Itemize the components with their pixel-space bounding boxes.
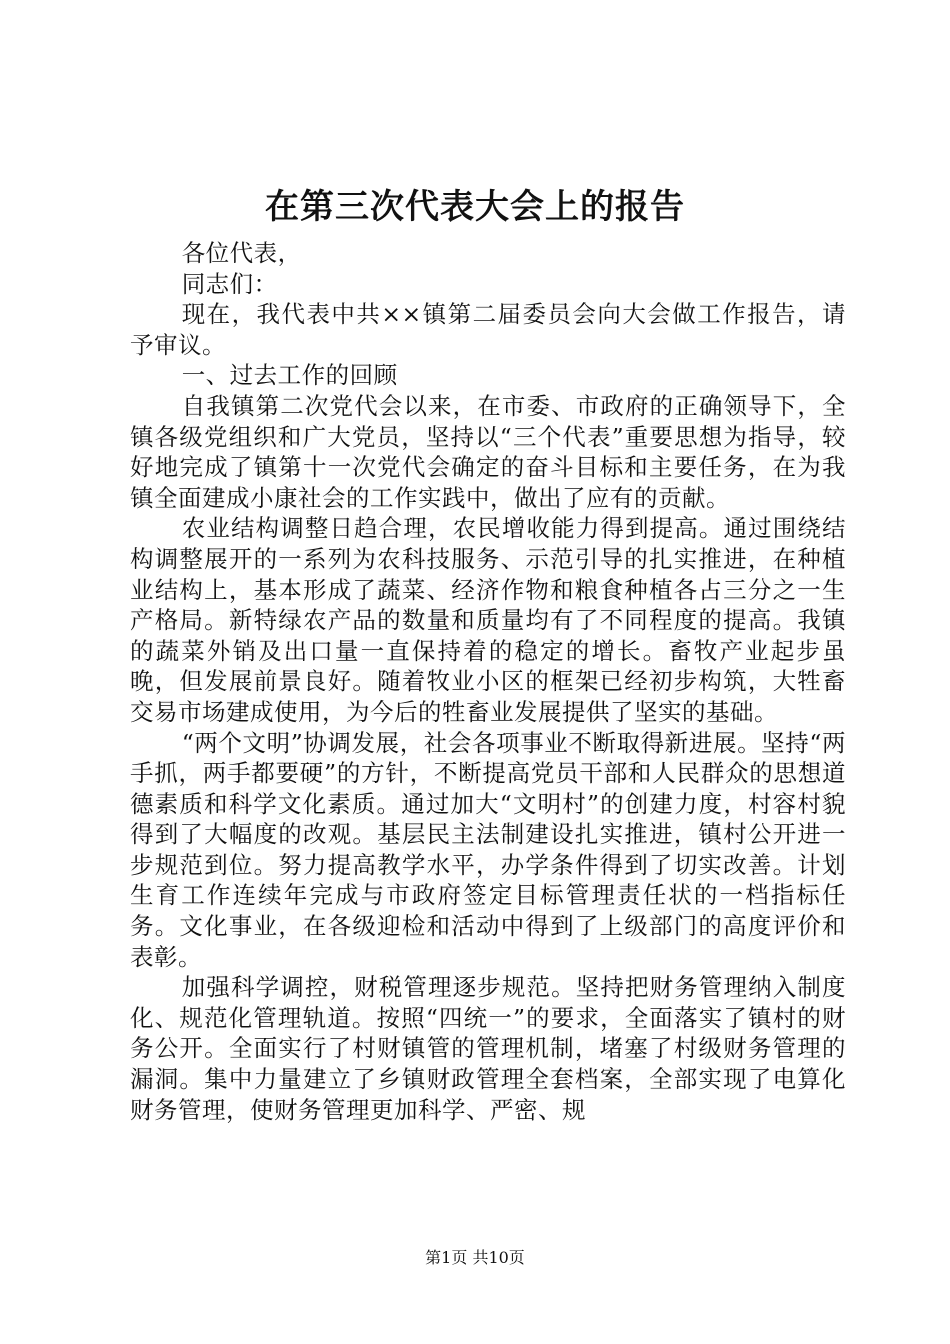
document-body	[130, 238, 846, 1125]
body-paragraph: 农业结构调整日趋合理，农民增收能力得到提高。通过围绕结构调整展开的一系列为农科技服务、示范引导的扎实推进，在种植业结构上，基本形成了蔬菜、经济作物和粮食种植各占三分之一生产格局。新特绿农产品的数量和质量均有了不同程度的提高。我镇的蔬菜外销及出口量一直保持着的稳定的增长。畜牧产业起步虽晚，但发展前景良好。随着牧业小区的框架已经初步构筑，大牲畜交易市场建成使用，为今后的牲畜业发展提供了坚实的基础。	[130, 514, 846, 726]
salutation-delegates: 各位代表，	[181, 239, 302, 267]
opening-paragraph: 现在，我代表中共××镇第二届委员会向大会做工作报告，请予审议。	[130, 300, 846, 359]
document-title: 在第三次代表大会上的报告	[265, 187, 685, 227]
body-paragraph: “两个文明”协调发展，社会各项事业不断取得新进展。坚持“两手抓，两手都要硬”的方针，不断提高党员干部和人民群众的思想道德素质和科学文化素质。通过加大“文明村”的创建力度，村容村貌得到了大幅度的改观。基层民主法制建设扎实推进，镇村公开进一步规范到位。努力提高教学水平，办学条件得到了切实改善。计划生育工作连续年完成与市政府签定目标管理责任状的一档指标任务。文化事业，在各级迎检和活动中得到了上级部门的高度评价和表彰。	[130, 728, 846, 971]
section-heading: 一、过去工作的回顾	[181, 361, 398, 390]
body-paragraph: 加强科学调控，财税管理逐步规范。坚持把财务管理纳入制度化、规范化管理轨道。按照“四统一”的要求，全面落实了镇村的财务公开。全面实行了村财镇管的管理机制，堵塞了村级财务管理的漏洞。集中力量建立了乡镇财政管理全套档案，全部实现了电算化财务管理，使财务管理更加科学、严密、规	[130, 973, 846, 1124]
body-paragraph: 自我镇第二次党代会以来，在市委、市政府的正确领导下，全镇各级党组织和广大党员，坚持以“三个代表”重要思想为指导，较好地完成了镇第十一次党代会确定的奋斗目标和主要任务，在为我镇全面建成小康社会的工作实践中，做出了应有的贡献。	[130, 391, 846, 512]
salutation-comrades: 同志们：	[181, 269, 278, 298]
page-number-footer: 第1页 共10页	[425, 1248, 525, 1267]
